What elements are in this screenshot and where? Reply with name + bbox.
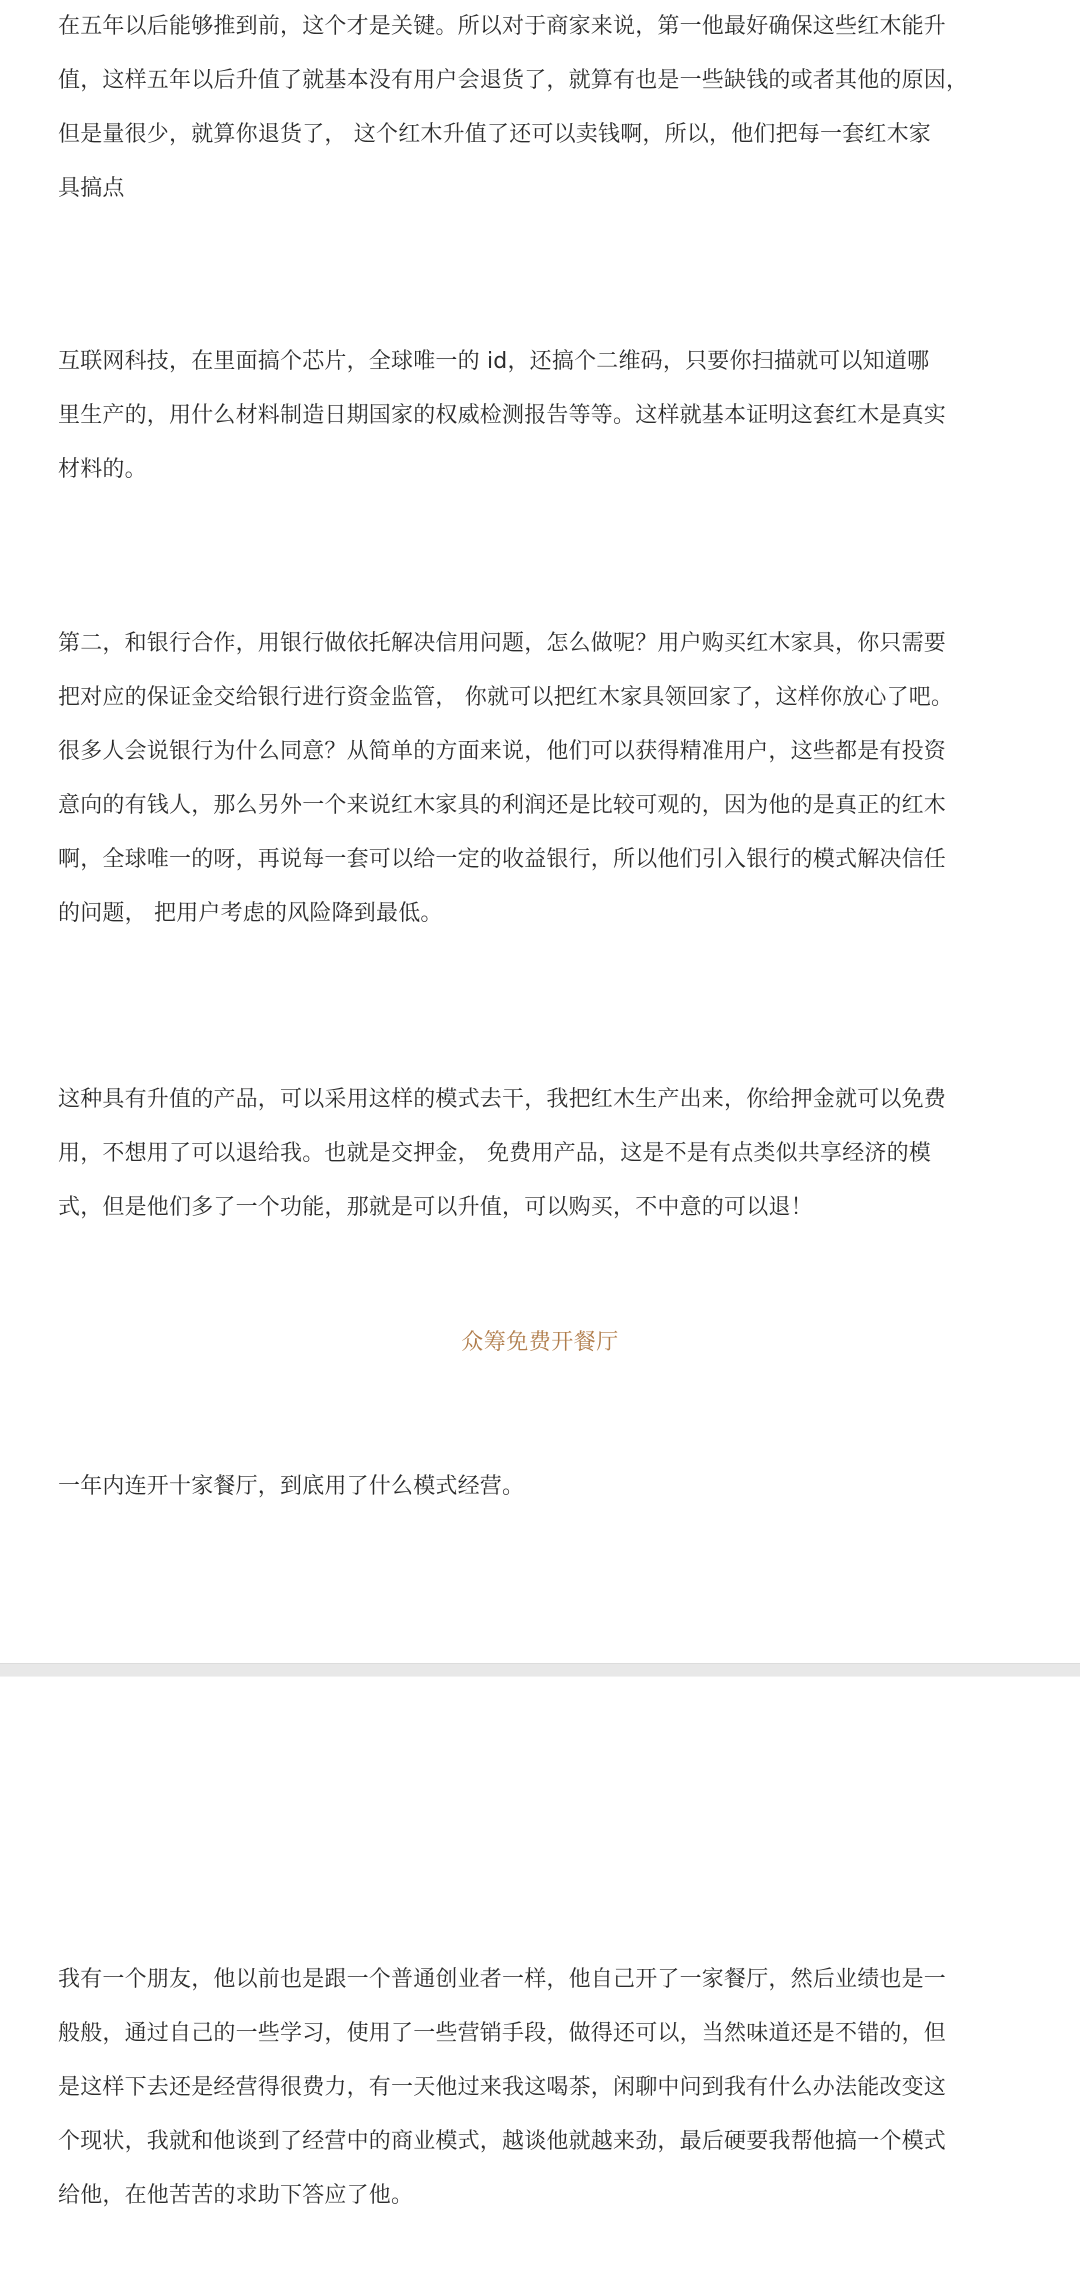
text-line: 材料的。 — [58, 457, 147, 482]
heading-line: 一年内连开十家餐厅，到底用了什么模式经营。 — [58, 1474, 525, 1499]
image-caption: 众筹免费开餐厅 — [461, 1330, 619, 1355]
text-line: 但是量很少，就算你退货了， 这个红木升值了还可以卖钱啊，所以，他们把每一套红木家 — [58, 122, 931, 147]
text-line: 给他，在他苦苦的求助下答应了他。 — [58, 2183, 414, 2208]
paragraph-3 — [58, 617, 998, 941]
heading-line-block — [58, 1460, 998, 1514]
text-line: 值，这样五年以后升值了就基本没有用户会退货了，就算有也是一些缺钱的或者其他的原因， — [58, 68, 969, 93]
text-line: 把对应的保证金交给银行进行资金监管， 你就可以把红木家具领回家了，这样你放心了吧。 — [58, 685, 954, 710]
text-line: 意向的有钱人，那么另外一个来说红木家具的利润还是比较可观的，因为他的是真正的红木 — [58, 793, 947, 818]
text-line: 啊，全球唯一的呀，再说每一套可以给一定的收益银行，所以他们引入银行的模式解决信任 — [58, 847, 947, 872]
text-line: 在五年以后能够推到前，这个才是关键。所以对于商家来说，第一他最好确保这些红木能升 — [58, 14, 947, 39]
paragraph-4 — [58, 1073, 998, 1235]
text-line: 用，不想用了可以退给我。也就是交押金， 免费用产品，这是不是有点类似共享经济的模 — [58, 1141, 931, 1166]
text-line: 很多人会说银行为什么同意？从简单的方面来说，他们可以获得精准用户，这些都是有投资 — [58, 739, 947, 764]
text-line: 般般，通过自己的一些学习，使用了一些营销手段，做得还可以，当然味道还是不错的，但 — [58, 2021, 947, 2046]
text-line: 第二，和银行合作，用银行做依托解决信用问题，怎么做呢？用户购买红木家具，你只需要 — [58, 631, 947, 656]
section-divider — [0, 1663, 1080, 1677]
text-line: 的问题， 把用户考虑的风险降到最低。 — [58, 901, 443, 926]
text-line: 这种具有升值的产品，可以采用这样的模式去干，我把红木生产出来，你给押金就可以免费 — [58, 1087, 947, 1112]
paragraph-2 — [58, 335, 998, 497]
text-line: 式，但是他们多了一个功能，那就是可以升值，可以购买，不中意的可以退！ — [58, 1195, 813, 1220]
paragraph-bottom — [58, 1953, 998, 2223]
text-line: 里生产的，用什么材料制造日期国家的权威检测报告等等。这样就基本证明这套红木是真实 — [58, 403, 947, 428]
text-line: 互联网科技，在里面搞个芯片，全球唯一的 id，还搞个二维码，只要你扫描就可以知道哪 — [58, 349, 930, 374]
text-line: 是这样下去还是经营得很费力，有一天他过来我这喝茶，闲聊中问到我有什么办法能改变这 — [58, 2075, 947, 2100]
paragraph-1 — [58, 0, 998, 216]
text-line: 个现状，我就和他谈到了经营中的商业模式，越谈他就越来劲，最后硬要我帮他搞一个模式 — [58, 2129, 947, 2154]
text-line: 具搞点 — [58, 176, 125, 201]
text-line: 我有一个朋友，他以前也是跟一个普通创业者一样，他自己开了一家餐厅，然后业绩也是一 — [58, 1967, 947, 1992]
